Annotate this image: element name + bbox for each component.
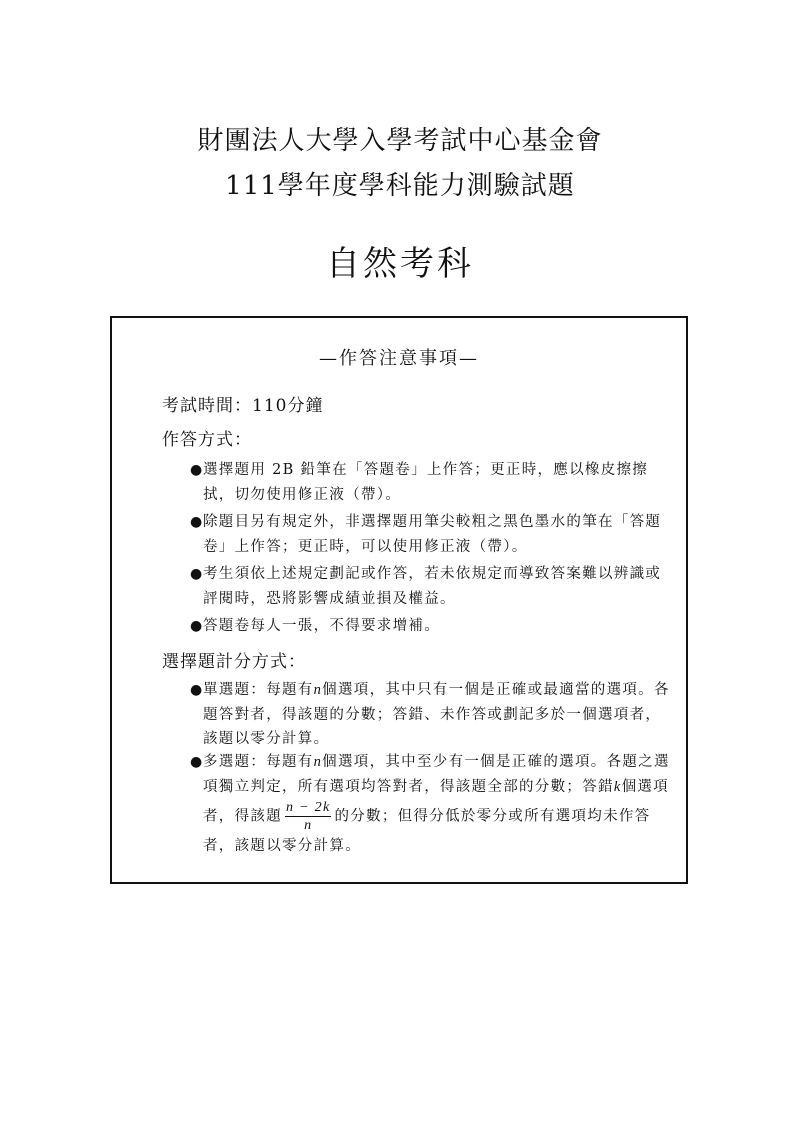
list-item — [190, 750, 670, 859]
exam-title: 111學年度學科能力測驗試題 — [225, 171, 575, 201]
variable-n: n — [313, 682, 323, 698]
scoring-heading: 選擇題計分方式： — [162, 652, 306, 672]
list-item — [190, 678, 670, 752]
single-choice-rule: 單選題：每題有n個選項，其中只有一個是正確或最適當的選項。各題答對者，得該題的分數；答錯、未作答或劃記多於一個選項者，該題以零分計算。 — [203, 682, 670, 747]
fraction-denominator: n — [304, 818, 313, 833]
answer-rule-1: 選擇題用 2B 鉛筆在「答題卷」上作答；更正時，應以橡皮擦擦拭，切勿使用修正液（帶）。 — [203, 462, 649, 503]
answer-rule-3: 考生須依上述規定劃記或作答，若未依規定而導致答案難以辨識或評閱時，恐將影響成績並損及權益。 — [203, 566, 662, 607]
list-item — [190, 510, 670, 559]
score-fraction — [285, 799, 331, 834]
answer-rule-2: 除題目另有規定外，非選擇題用筆尖較粗之黑色墨水的筆在「答題卷」上作答；更正時，可以使用修正液（帶）。 — [203, 514, 662, 555]
variable-k: k — [613, 778, 622, 795]
notice-title: —作答注意事項— — [319, 348, 479, 369]
bullet-icon: ● — [190, 618, 203, 634]
list-item — [190, 458, 670, 507]
list-item — [190, 614, 670, 639]
organization-title: 財團法人大學入學考試中心基金會 — [197, 126, 603, 156]
bullet-icon: ● — [190, 682, 203, 698]
answer-rule-4: 答題卷每人一張，不得要求增補。 — [203, 618, 440, 634]
bullet-icon: ● — [190, 514, 203, 530]
fraction-numerator: n − 2k — [286, 800, 331, 815]
notice-box — [110, 316, 688, 884]
variable-n: n — [313, 754, 323, 770]
subject-title: 自然考科 — [326, 244, 474, 284]
bullet-icon: ● — [190, 566, 203, 582]
multi-choice-rule: 多選題：每題有n個選項，其中至少有一個是正確的選項。各題之選項獨立判定，所有選項均答對者，得該題全部的分數；答錯k個選項者，得該題 $\frac{n - 2k}{n}$ 的分數；但得分低於零分或所有選項均未作答者，該題以零分計算。 — [203, 754, 670, 854]
list-item — [190, 562, 670, 611]
exam-time: 考試時間：110分鐘 — [162, 396, 324, 416]
bullet-icon: ● — [190, 754, 203, 770]
bullet-icon: ● — [190, 462, 203, 478]
answer-method-heading: 作答方式： — [162, 430, 252, 450]
